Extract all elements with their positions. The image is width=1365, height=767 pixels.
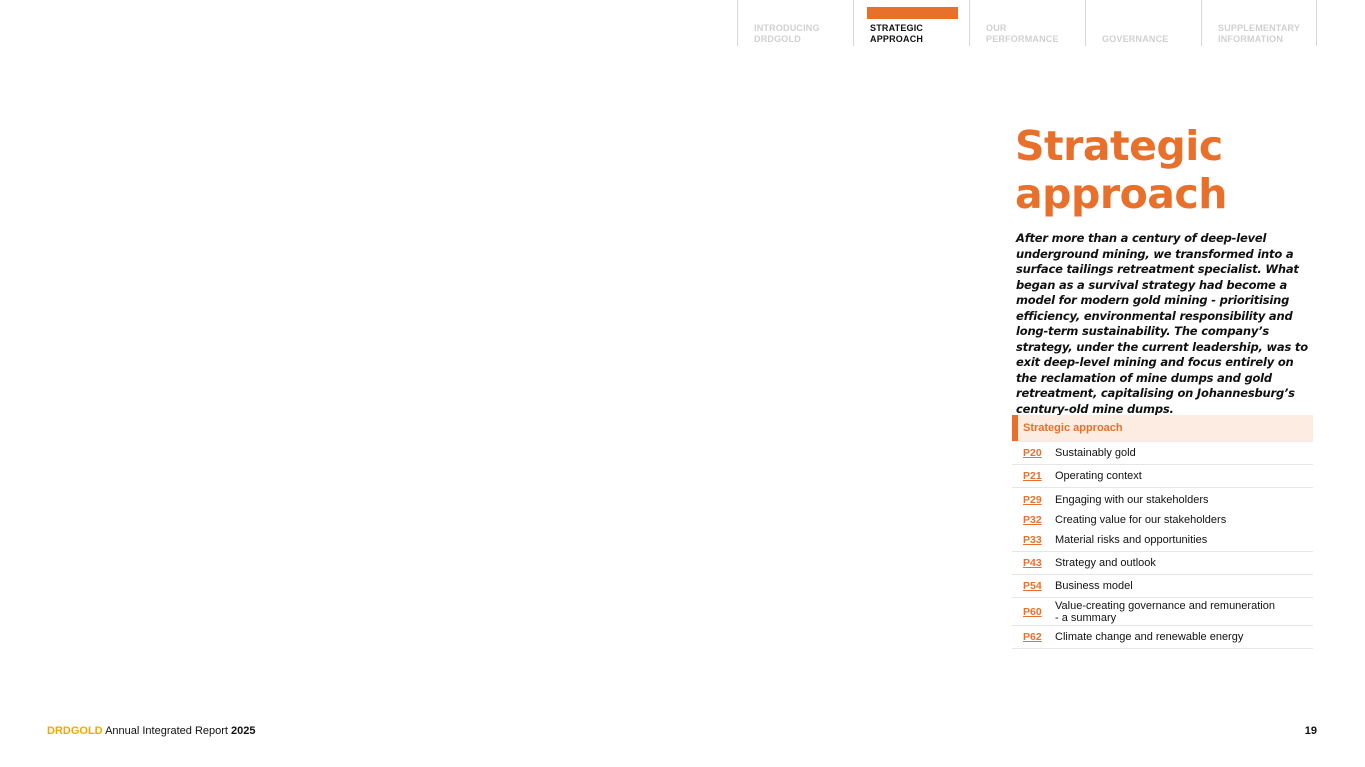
- section-contents: [1012, 415, 1313, 649]
- page-title: Strategic approach: [1015, 122, 1227, 218]
- entry-label[interactable]: Sustainably gold: [1055, 447, 1136, 459]
- contents-entry[interactable]: [1012, 598, 1313, 626]
- contents-entry[interactable]: [1012, 552, 1313, 575]
- report-name: Annual Integrated Report: [105, 725, 228, 737]
- page-link[interactable]: P33: [1023, 533, 1042, 546]
- entry-label[interactable]: Material risks and opportunities: [1055, 533, 1208, 546]
- contents-entry[interactable]: [1012, 626, 1313, 649]
- contents-entry[interactable]: [1012, 575, 1313, 598]
- intro-paragraph: After more than a century of deep-level underground mining, we transformed into a surface tailings retreatment specialist. What began as a survival strategy had become a model for modern gold mining - prioritising efficiency, environmental responsibility and long-term sustainability. The company’s strategy, under the current leadership, was to exit deep-level mining and focus entirely on the reclamation of mine dumps and gold retreatment, capitalising on Johannesburg’s century-old mine dumps.: [1016, 231, 1308, 416]
- contents-header: [1012, 415, 1313, 442]
- page-number: 19: [1304, 725, 1317, 737]
- section-nav: [737, 0, 1317, 46]
- tab-label: SUPPLEMENTARY INFORMATION: [1218, 23, 1301, 44]
- tab-label: GOVERNANCE: [1102, 33, 1169, 44]
- page-link[interactable]: P43: [1023, 557, 1042, 569]
- entry-label[interactable]: Business model: [1055, 580, 1133, 592]
- tab-label: STRATEGIC APPROACH: [870, 23, 924, 44]
- entry-label[interactable]: Engaging with our stakeholders: [1055, 494, 1209, 506]
- tab-supplementary-information[interactable]: [1201, 0, 1317, 46]
- tab-introducing-drdgold[interactable]: [737, 0, 853, 46]
- entry-label[interactable]: Strategy and outlook: [1055, 557, 1156, 569]
- entry-label[interactable]: Climate change and renewable energy: [1055, 631, 1244, 643]
- contents-entry[interactable]: [1012, 442, 1313, 465]
- contents-entry[interactable]: [1012, 465, 1313, 488]
- tab-strategic-approach[interactable]: [853, 0, 969, 46]
- page-link[interactable]: P29: [1023, 494, 1042, 506]
- tab-governance[interactable]: [1085, 0, 1201, 46]
- page-link[interactable]: P60: [1023, 605, 1042, 618]
- page-link[interactable]: P54: [1023, 580, 1042, 592]
- page-link[interactable]: P21: [1023, 470, 1042, 482]
- contents-entry[interactable]: [1012, 530, 1313, 552]
- brand-name: DRDGOLD: [47, 725, 103, 737]
- entry-label[interactable]: Creating value for our stakeholders: [1055, 514, 1227, 526]
- tab-label: OUR PERFORMANCE: [986, 23, 1059, 44]
- report-footer: [47, 725, 256, 737]
- active-tab-indicator: [867, 7, 958, 19]
- contents-entry[interactable]: [1012, 488, 1313, 510]
- entry-label[interactable]: Value-creating governance and remuneration - a summary: [1055, 599, 1275, 624]
- header-accent-bar: [1012, 415, 1018, 441]
- page-link[interactable]: P32: [1023, 514, 1042, 526]
- contents-entry[interactable]: [1012, 510, 1313, 530]
- report-year: 2025: [231, 725, 256, 737]
- tab-label: INTRODUCING DRDGOLD: [754, 23, 820, 44]
- tab-our-performance[interactable]: [969, 0, 1085, 46]
- page-link[interactable]: P20: [1023, 447, 1042, 459]
- contents-header-label: Strategic approach: [1023, 422, 1123, 434]
- page-link[interactable]: P62: [1023, 631, 1042, 643]
- entry-label[interactable]: Operating context: [1055, 470, 1142, 482]
